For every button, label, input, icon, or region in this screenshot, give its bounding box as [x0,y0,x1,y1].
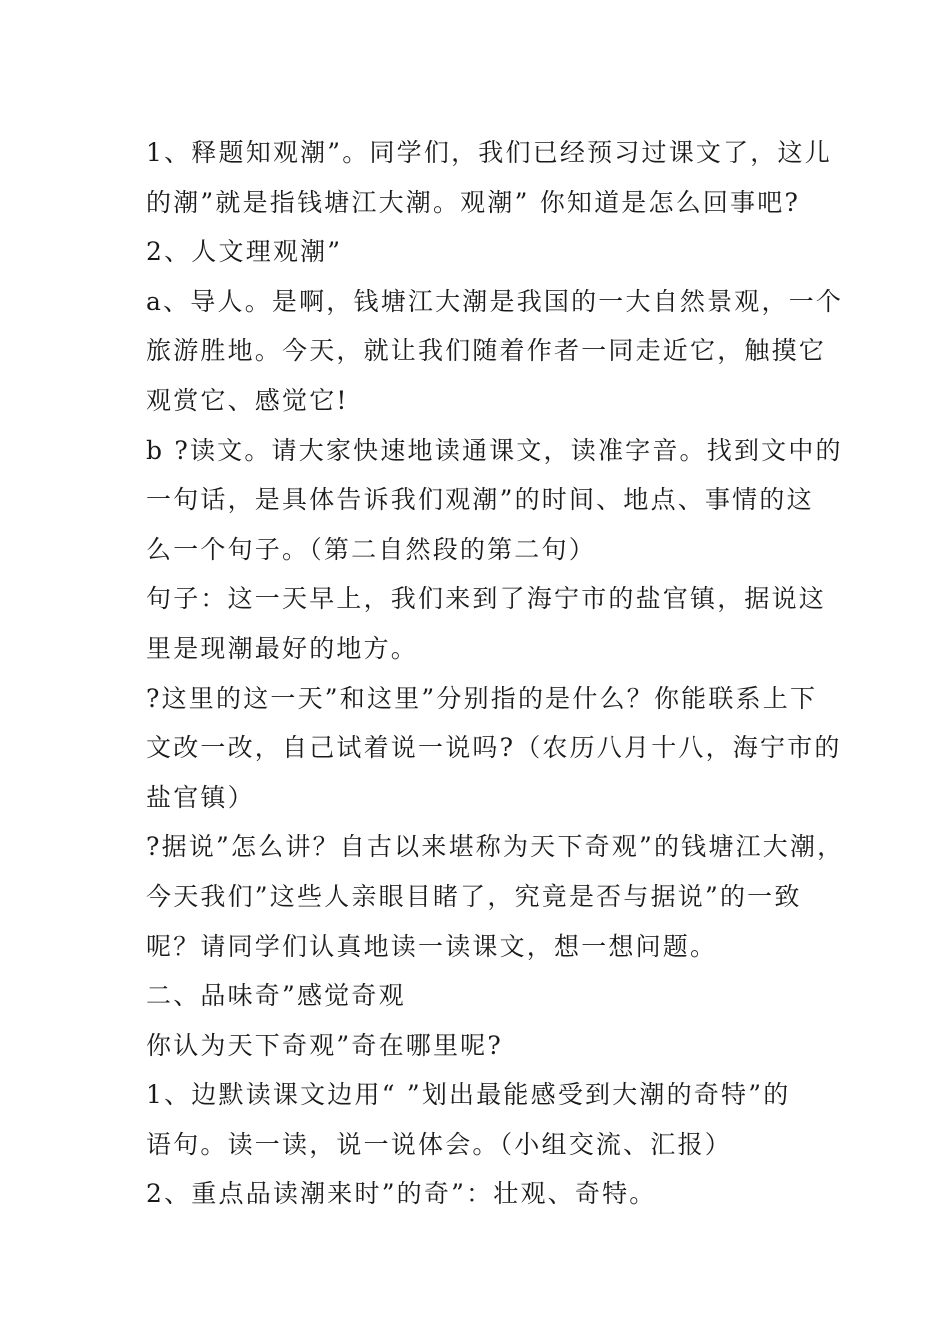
text-line: ?这里的这一天”和这里”分别指的是什么？你能联系上下 [146,683,818,713]
text-line: 1、释题知观潮”。同学们，我们已经预习过课文了，这儿 [146,138,832,167]
text-line: 盐官镇） [146,782,255,812]
text-line: 么一个句子。（第二自然段的第二句） [146,534,596,564]
text-line: 观赏它、感觉它! [146,385,349,415]
text-line: 旅游胜地。今天，就让我们随着作者一同走近它，触摸它 [146,336,827,366]
text-line: 今天我们”这些人亲眼目睹了，究竟是否与据说”的一致 [146,881,802,911]
document-body [146,128,845,1219]
text-line: 的潮”就是指钱塘江大潮。观潮” 你知道是怎么回事吧? [146,187,801,217]
text-line: a、导人。是啊，钱塘江大潮是我国的一大自然景观，一个 [146,286,844,316]
text-line: 1、边默读课文边用“ ”划出最能感受到大潮的奇特”的 [146,1080,791,1110]
text-line: b ?读文。请大家快速地读通课文，读准字音。找到文中的 [146,435,843,465]
text-line: ?据说”怎么讲？自古以来堪称为天下奇观”的钱塘江大潮， [146,832,845,862]
text-line: 2、人文理观潮” [146,237,343,267]
text-line: 一句话，是具体告诉我们观潮”的时间、地点、事情的这 [146,485,814,515]
text-line: 2、重点品读潮来时”的奇”：壮观、奇特。 [146,1179,657,1209]
section-heading: 二、品味奇”感觉奇观 [146,981,406,1011]
text-line: 里是现潮最好的地方。 [146,633,419,663]
text-line: 文改一改，自己试着说一说吗?（农历八月十八，海宁市的 [146,733,842,763]
text-line: 句子：这一天早上，我们来到了海宁市的盐官镇，据说这 [146,584,827,614]
text-line: 语句。读一读，说一说体会。（小组交流、汇报） [146,1129,732,1159]
text-line: 你认为天下奇观”奇在哪里呢? [146,1030,503,1060]
text-line: 呢？请同学们认真地读一读课文，想一想问题。 [146,931,718,961]
